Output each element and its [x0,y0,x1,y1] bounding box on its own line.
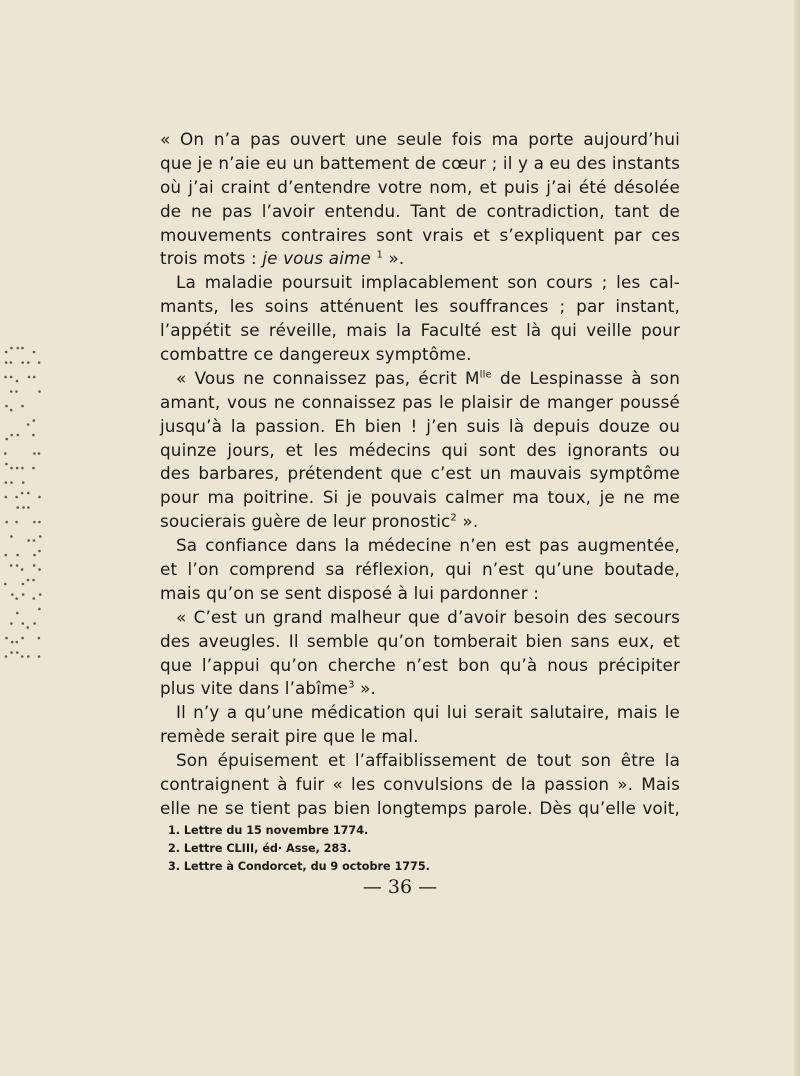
body-text [160,128,680,821]
braille-dot [21,637,24,640]
braille-dot [10,347,13,350]
braille-dot [5,463,8,466]
braille-dot [21,492,24,495]
text-line: pour ma poitrine. Si je pouvais calmer ma toux, je ne me [160,487,680,508]
braille-dot [5,361,8,364]
braille-dot [38,361,41,364]
braille-dot [33,597,36,600]
braille-dot [27,492,30,495]
braille-dot [38,568,41,571]
braille-dot [10,376,13,379]
text-line: des barbares, prétendent que c’est un mauvais symptôme [160,463,680,484]
braille-dot [32,467,35,470]
braille-dot [16,651,19,654]
braille-dot [16,554,19,557]
page-number: — 36 — [362,876,438,898]
braille-dot [38,637,41,640]
braille-dot [10,390,13,393]
text-line: Il n’y a qu’une médication qui lui serait salutaire, mais le [176,702,680,723]
braille-dot [22,583,25,586]
braille-dot [15,641,18,644]
braille-dot [4,452,7,455]
braille-dot [32,434,35,437]
braille-dot [21,568,24,571]
footnote-ref: 2 [450,512,457,524]
braille-dot [22,481,25,484]
braille-dot [38,655,41,658]
braille-dot [38,452,41,455]
braille-dot [33,376,36,379]
text-line: Son épuisement et l’affaiblissement de tout son être la [176,750,680,771]
braille-dot [33,539,36,542]
footnote-ref: 3 [348,679,355,691]
braille-dot [27,361,30,364]
braille-dot [27,655,30,658]
braille-dot [5,655,8,658]
text-line: que l’appui qu’on cherche n’est bon qu’à nous précipiter [160,654,680,675]
braille-dot [16,564,19,567]
braille-dot [16,612,19,615]
braille-dot [33,351,36,354]
braille-dot [10,481,13,484]
text-line: que je n’aie eu un battement de cœur ; il y a eu des instants [160,152,680,173]
braille-dot [21,405,24,408]
braille-dot [38,608,41,611]
braille-dot [10,651,13,654]
braille-dot [33,452,36,455]
braille-dot [17,506,20,509]
text-line: jusqu’à la passion. Eh bien ! j’en suis là depuis douze ou [160,415,680,436]
braille-dot [15,390,18,393]
braille-dot [39,535,42,538]
braille-dot [33,521,36,524]
braille-dot [17,434,20,437]
braille-dot [39,593,42,596]
braille-dot [38,496,41,499]
text-line: et l’on comprend sa réflexion, qui n’est qu’une boutade, [160,559,680,580]
text-line: quinze jours, et les médecins qui sont des ignorants ou [160,439,680,460]
text-line: Sa confiance dans la médecine n’en est pas augmentée, [176,535,680,556]
braille-dot [15,496,18,499]
footnote-ref: 1 [376,249,383,261]
braille-dot [10,535,13,538]
page-edge [794,0,800,1076]
italic-phrase: je vous aime [262,248,371,269]
text-line: « Vous ne connaissez pas, écrit $M^{lle}$ de Lespinasse à son [176,367,680,388]
braille-dot [21,347,24,350]
text-line: amant, vous ne connaissez pas le plaisir de manger poussé [160,391,680,412]
braille-dot [5,438,8,441]
braille-dot [33,564,36,567]
braille-dot [5,637,8,640]
text-line: remède serait pire que le mal. [160,726,419,747]
braille-dot [22,506,25,509]
braille-dot [27,539,30,542]
braille-dot [33,554,36,557]
text-line: de ne pas l’avoir entendu. Tant de contradiction, tant de [160,200,680,221]
braille-dot [10,622,13,625]
braille-dot [15,597,18,600]
braille-dot [5,405,8,408]
braille-dot [4,583,7,586]
braille-dot [27,506,30,509]
braille-dot [21,467,24,470]
text-line: combattre ce dangereux symptôme. [160,344,472,365]
braille-dot [11,593,14,596]
text-line: mais qu’on se sent disposé à lui pardonner : [160,582,540,603]
braille-dot [21,655,24,658]
braille-dot [5,554,8,557]
braille-dot [10,434,13,437]
braille-dot [22,622,25,625]
text-line: soucierais guère de leur pronostic$^2$ ». [160,511,479,532]
text-line: mouvements contraires sont vrais et s’expliquent par ces [160,224,680,245]
text-line: des aveugles. Il semble qu’on tomberait bien sans eux, et [160,630,680,651]
braille-dot [10,467,13,470]
braille-dot [22,593,25,596]
text-line: « C’est un grand malheur que d’avoir besoin des secours [176,606,680,627]
braille-dot [16,380,19,383]
braille-dot [5,351,8,354]
braille-dot [10,361,13,364]
braille-dot [38,390,41,393]
braille-dot [5,481,8,484]
braille-dot [38,550,41,553]
text-line: trois mots : je vous aime $^1$ ». [160,248,405,269]
braille-dot [27,579,30,582]
footnotes [168,822,568,876]
braille-dot [10,409,13,412]
text-line: plus vite dans l’abîme$^3$ ». [160,678,376,699]
braille-dot [5,521,8,524]
superscript: lle [479,369,492,381]
text-line: elle ne se tient pas bien longtemps parole. Dès qu’elle voit, [160,797,680,818]
text-line: l’appétit se réveille, mais la Faculté est là qui veille pour [160,320,680,341]
braille-show-through [0,340,50,670]
braille-dot [32,579,35,582]
braille-dot [27,423,30,426]
braille-dot [15,521,18,524]
braille-dot [10,564,13,567]
text-line: contraignent à fuir « les convulsions de la passion ». Mais [160,774,680,795]
footnote: 1. Lettre du 15 novembre 1774. [168,824,369,837]
text-line: La maladie poursuit implacablement son cours ; les cal- [176,272,680,293]
braille-dot [4,376,7,379]
braille-dot [21,361,24,364]
braille-dot [16,467,19,470]
braille-dot [17,347,20,350]
footnote: 3. Lettre à Condorcet, du 9 octobre 1775. [168,860,430,873]
braille-dot [28,376,31,379]
braille-dot [38,521,41,524]
text-line: « On n’a pas ouvert une seule fois ma porte aujourd’hui [160,129,680,149]
braille-dot [33,419,36,422]
text-line: mants, les soins atténuent les souffrances ; par instant, [160,296,680,317]
braille-dot [11,641,14,644]
braille-dot [5,496,8,499]
text-line: où j’ai craint d’entendre votre nom, et puis j’ai été désolée [160,176,680,197]
braille-dot [27,626,30,629]
footnote: 2. Lettre CLIII, éd· Asse, 283. [168,842,352,855]
braille-dot [33,622,36,625]
